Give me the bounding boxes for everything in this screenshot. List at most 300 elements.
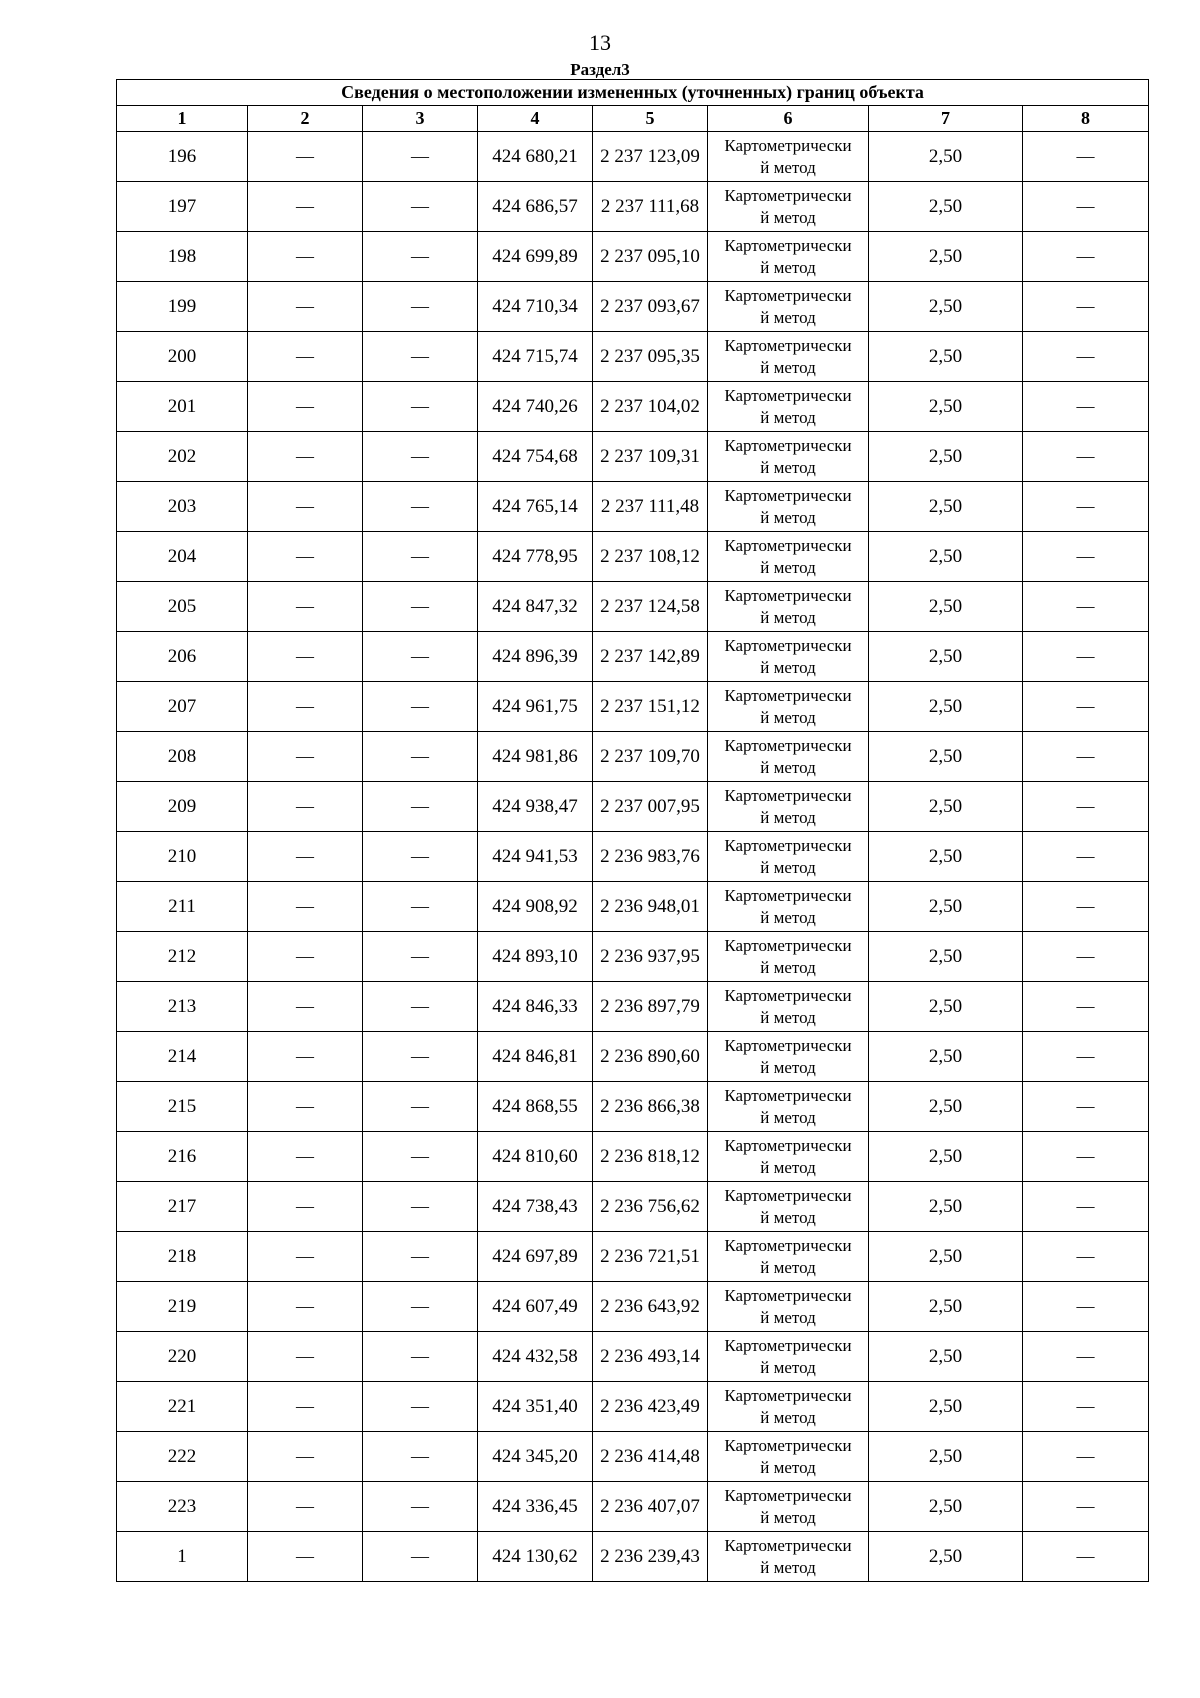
y-coordinate-cell: 2 236 866,38 xyxy=(593,1082,708,1132)
table-row xyxy=(117,1182,1149,1232)
y-coordinate-cell: 2 236 407,07 xyxy=(593,1482,708,1532)
method-cell xyxy=(708,1182,869,1232)
x-coordinate-cell: 424 908,92 xyxy=(478,882,593,932)
x-coordinate-cell: 424 846,81 xyxy=(478,1032,593,1082)
accuracy-cell: 2,50 xyxy=(869,282,1023,332)
method-line-1: Картометрически xyxy=(724,1285,852,1305)
y-coordinate-cell: 2 236 239,43 xyxy=(593,1532,708,1582)
x-coordinate-cell: 424 607,49 xyxy=(478,1282,593,1332)
method-line-1: Картометрически xyxy=(724,335,852,355)
x-coordinate-cell: 424 715,74 xyxy=(478,332,593,382)
dash-cell: — xyxy=(363,482,478,532)
dash-cell: — xyxy=(248,982,363,1032)
dash-cell: — xyxy=(363,732,478,782)
y-coordinate-cell: 2 236 414,48 xyxy=(593,1432,708,1482)
method-line-1: Картометрически xyxy=(724,585,852,605)
method-cell xyxy=(708,282,869,332)
method-cell xyxy=(708,132,869,182)
point-number-cell: 219 xyxy=(117,1282,248,1332)
y-coordinate-cell: 2 237 109,70 xyxy=(593,732,708,782)
dash-cell: — xyxy=(363,132,478,182)
x-coordinate-cell: 424 432,58 xyxy=(478,1332,593,1382)
point-number-cell: 204 xyxy=(117,532,248,582)
y-coordinate-cell: 2 237 151,12 xyxy=(593,682,708,732)
y-coordinate-cell: 2 237 111,48 xyxy=(593,482,708,532)
accuracy-cell: 2,50 xyxy=(869,1282,1023,1332)
method-line-2: й метод xyxy=(760,1457,816,1477)
column-number: 5 xyxy=(593,106,708,132)
dash-cell: — xyxy=(248,882,363,932)
method-line-1: Картометрически xyxy=(724,835,852,855)
column-number: 1 xyxy=(117,106,248,132)
x-coordinate-cell: 424 345,20 xyxy=(478,1432,593,1482)
method-line-2: й метод xyxy=(760,407,816,427)
method-cell xyxy=(708,432,869,482)
method-line-1: Картометрически xyxy=(724,535,852,555)
dash-cell: — xyxy=(363,232,478,282)
method-line-1: Картометрически xyxy=(724,135,852,155)
method-line-1: Картометрически xyxy=(724,985,852,1005)
accuracy-cell: 2,50 xyxy=(869,1482,1023,1532)
method-line-1: Картометрически xyxy=(724,485,852,505)
point-number-cell: 199 xyxy=(117,282,248,332)
method-line-1: Картометрически xyxy=(724,1535,852,1555)
method-line-1: Картометрически xyxy=(724,1085,852,1105)
x-coordinate-cell: 424 778,95 xyxy=(478,532,593,582)
point-number-cell: 213 xyxy=(117,982,248,1032)
accuracy-cell: 2,50 xyxy=(869,832,1023,882)
dash-cell: — xyxy=(248,232,363,282)
method-line-1: Картометрически xyxy=(724,185,852,205)
dash-cell: — xyxy=(363,1082,478,1132)
dash-cell: — xyxy=(1023,132,1149,182)
method-line-2: й метод xyxy=(760,257,816,277)
point-number-cell: 211 xyxy=(117,882,248,932)
method-line-2: й метод xyxy=(760,1007,816,1027)
y-coordinate-cell: 2 237 124,58 xyxy=(593,582,708,632)
dash-cell: — xyxy=(363,582,478,632)
dash-cell: — xyxy=(363,1282,478,1332)
table-row xyxy=(117,782,1149,832)
method-cell xyxy=(708,382,869,432)
method-line-2: й метод xyxy=(760,957,816,977)
x-coordinate-cell: 424 130,62 xyxy=(478,1532,593,1582)
x-coordinate-cell: 424 846,33 xyxy=(478,982,593,1032)
accuracy-cell: 2,50 xyxy=(869,432,1023,482)
method-line-2: й метод xyxy=(760,607,816,627)
table-row xyxy=(117,732,1149,782)
point-number-cell: 200 xyxy=(117,332,248,382)
dash-cell: — xyxy=(248,932,363,982)
dash-cell: — xyxy=(248,282,363,332)
accuracy-cell: 2,50 xyxy=(869,1532,1023,1582)
method-cell xyxy=(708,1382,869,1432)
x-coordinate-cell: 424 686,57 xyxy=(478,182,593,232)
y-coordinate-cell: 2 236 937,95 xyxy=(593,932,708,982)
column-number: 7 xyxy=(869,106,1023,132)
dash-cell: — xyxy=(1023,982,1149,1032)
method-cell xyxy=(708,582,869,632)
method-line-2: й метод xyxy=(760,357,816,377)
method-line-2: й метод xyxy=(760,807,816,827)
dash-cell: — xyxy=(363,532,478,582)
method-line-1: Картометрически xyxy=(724,285,852,305)
accuracy-cell: 2,50 xyxy=(869,332,1023,382)
method-line-2: й метод xyxy=(760,1257,816,1277)
method-cell xyxy=(708,632,869,682)
method-line-2: й метод xyxy=(760,557,816,577)
dash-cell: — xyxy=(1023,1532,1149,1582)
table-row xyxy=(117,1132,1149,1182)
dash-cell: — xyxy=(248,1432,363,1482)
method-cell xyxy=(708,482,869,532)
x-coordinate-cell: 424 981,86 xyxy=(478,732,593,782)
dash-cell: — xyxy=(248,1082,363,1132)
method-line-2: й метод xyxy=(760,707,816,727)
dash-cell: — xyxy=(1023,1482,1149,1532)
method-cell xyxy=(708,1232,869,1282)
dash-cell: — xyxy=(248,1132,363,1182)
method-line-2: й метод xyxy=(760,907,816,927)
accuracy-cell: 2,50 xyxy=(869,982,1023,1032)
method-line-2: й метод xyxy=(760,507,816,527)
table-row xyxy=(117,232,1149,282)
method-line-2: й метод xyxy=(760,1557,816,1577)
method-line-2: й метод xyxy=(760,1407,816,1427)
y-coordinate-cell: 2 237 142,89 xyxy=(593,632,708,682)
point-number-cell: 206 xyxy=(117,632,248,682)
point-number-cell: 208 xyxy=(117,732,248,782)
table-row xyxy=(117,1532,1149,1582)
method-line-1: Картометрически xyxy=(724,435,852,455)
table-row xyxy=(117,982,1149,1032)
dash-cell: — xyxy=(363,782,478,832)
point-number-cell: 222 xyxy=(117,1432,248,1482)
dash-cell: — xyxy=(363,1382,478,1432)
dash-cell: — xyxy=(363,332,478,382)
accuracy-cell: 2,50 xyxy=(869,932,1023,982)
dash-cell: — xyxy=(1023,732,1149,782)
dash-cell: — xyxy=(1023,182,1149,232)
dash-cell: — xyxy=(248,1382,363,1432)
point-number-cell: 198 xyxy=(117,232,248,282)
method-line-2: й метод xyxy=(760,1057,816,1077)
dash-cell: — xyxy=(1023,632,1149,682)
method-cell xyxy=(708,832,869,882)
x-coordinate-cell: 424 740,26 xyxy=(478,382,593,432)
dash-cell: — xyxy=(248,832,363,882)
y-coordinate-cell: 2 236 643,92 xyxy=(593,1282,708,1332)
dash-cell: — xyxy=(363,432,478,482)
dash-cell: — xyxy=(363,1232,478,1282)
dash-cell: — xyxy=(363,632,478,682)
dash-cell: — xyxy=(1023,1032,1149,1082)
table-row xyxy=(117,382,1149,432)
dash-cell: — xyxy=(363,382,478,432)
dash-cell: — xyxy=(248,332,363,382)
dash-cell: — xyxy=(363,282,478,332)
table-row xyxy=(117,1432,1149,1482)
method-line-2: й метод xyxy=(760,207,816,227)
point-number-cell: 205 xyxy=(117,582,248,632)
table-row xyxy=(117,182,1149,232)
dash-cell: — xyxy=(1023,1382,1149,1432)
method-cell xyxy=(708,232,869,282)
y-coordinate-cell: 2 236 818,12 xyxy=(593,1132,708,1182)
method-line-1: Картометрически xyxy=(724,1385,852,1405)
table-row xyxy=(117,1032,1149,1082)
table-row xyxy=(117,1282,1149,1332)
accuracy-cell: 2,50 xyxy=(869,1132,1023,1182)
accuracy-cell: 2,50 xyxy=(869,1032,1023,1082)
x-coordinate-cell: 424 697,89 xyxy=(478,1232,593,1282)
dash-cell: — xyxy=(363,1482,478,1532)
accuracy-cell: 2,50 xyxy=(869,382,1023,432)
point-number-cell: 223 xyxy=(117,1482,248,1532)
dash-cell: — xyxy=(1023,532,1149,582)
dash-cell: — xyxy=(1023,232,1149,282)
method-line-1: Картометрически xyxy=(724,685,852,705)
x-coordinate-cell: 424 336,45 xyxy=(478,1482,593,1532)
method-cell xyxy=(708,682,869,732)
section-title: Раздел3 xyxy=(570,60,630,79)
point-number-cell: 209 xyxy=(117,782,248,832)
dash-cell: — xyxy=(1023,1082,1149,1132)
dash-cell: — xyxy=(248,182,363,232)
dash-cell: — xyxy=(248,1032,363,1082)
table-row xyxy=(117,582,1149,632)
y-coordinate-cell: 2 236 756,62 xyxy=(593,1182,708,1232)
accuracy-cell: 2,50 xyxy=(869,1332,1023,1382)
point-number-cell: 201 xyxy=(117,382,248,432)
accuracy-cell: 2,50 xyxy=(869,132,1023,182)
dash-cell: — xyxy=(1023,1132,1149,1182)
table-row xyxy=(117,1482,1149,1532)
dash-cell: — xyxy=(363,932,478,982)
method-cell xyxy=(708,882,869,932)
y-coordinate-cell: 2 237 109,31 xyxy=(593,432,708,482)
x-coordinate-cell: 424 765,14 xyxy=(478,482,593,532)
dash-cell: — xyxy=(248,1282,363,1332)
method-line-1: Картометрически xyxy=(724,235,852,255)
y-coordinate-cell: 2 236 493,14 xyxy=(593,1332,708,1382)
x-coordinate-cell: 424 961,75 xyxy=(478,682,593,732)
method-line-1: Картометрически xyxy=(724,635,852,655)
point-number-cell: 1 xyxy=(117,1532,248,1582)
dash-cell: — xyxy=(363,882,478,932)
dash-cell: — xyxy=(363,682,478,732)
dash-cell: — xyxy=(363,1032,478,1082)
dash-cell: — xyxy=(363,982,478,1032)
dash-cell: — xyxy=(1023,1432,1149,1482)
x-coordinate-cell: 424 868,55 xyxy=(478,1082,593,1132)
method-cell xyxy=(708,782,869,832)
dash-cell: — xyxy=(1023,782,1149,832)
dash-cell: — xyxy=(1023,282,1149,332)
method-cell xyxy=(708,1532,869,1582)
method-line-2: й метод xyxy=(760,657,816,677)
method-line-1: Картометрически xyxy=(724,1135,852,1155)
method-line-2: й метод xyxy=(760,1507,816,1527)
table-row xyxy=(117,532,1149,582)
point-number-cell: 216 xyxy=(117,1132,248,1182)
dash-cell: — xyxy=(248,682,363,732)
dash-cell: — xyxy=(248,1532,363,1582)
y-coordinate-cell: 2 236 948,01 xyxy=(593,882,708,932)
dash-cell: — xyxy=(248,482,363,532)
table-row xyxy=(117,632,1149,682)
dash-cell: — xyxy=(363,832,478,882)
y-coordinate-cell: 2 237 104,02 xyxy=(593,382,708,432)
x-coordinate-cell: 424 699,89 xyxy=(478,232,593,282)
method-line-1: Картометрически xyxy=(724,1035,852,1055)
accuracy-cell: 2,50 xyxy=(869,782,1023,832)
dash-cell: — xyxy=(248,782,363,832)
x-coordinate-cell: 424 680,21 xyxy=(478,132,593,182)
dash-cell: — xyxy=(1023,882,1149,932)
y-coordinate-cell: 2 237 111,68 xyxy=(593,182,708,232)
column-number-row xyxy=(117,106,1149,132)
dash-cell: — xyxy=(1023,332,1149,382)
point-number-cell: 207 xyxy=(117,682,248,732)
y-coordinate-cell: 2 236 423,49 xyxy=(593,1382,708,1432)
accuracy-cell: 2,50 xyxy=(869,1432,1023,1482)
y-coordinate-cell: 2 236 897,79 xyxy=(593,982,708,1032)
column-number: 6 xyxy=(708,106,869,132)
method-line-1: Картометрически xyxy=(724,885,852,905)
method-cell xyxy=(708,982,869,1032)
x-coordinate-cell: 424 351,40 xyxy=(478,1382,593,1432)
method-line-2: й метод xyxy=(760,1107,816,1127)
point-number-cell: 202 xyxy=(117,432,248,482)
accuracy-cell: 2,50 xyxy=(869,682,1023,732)
method-line-1: Картометрически xyxy=(724,1485,852,1505)
dash-cell: — xyxy=(1023,582,1149,632)
dash-cell: — xyxy=(1023,432,1149,482)
dash-cell: — xyxy=(248,1332,363,1382)
x-coordinate-cell: 424 847,32 xyxy=(478,582,593,632)
method-line-1: Картометрически xyxy=(724,1335,852,1355)
x-coordinate-cell: 424 810,60 xyxy=(478,1132,593,1182)
table-row xyxy=(117,1382,1149,1432)
x-coordinate-cell: 424 896,39 xyxy=(478,632,593,682)
dash-cell: — xyxy=(1023,1282,1149,1332)
method-cell xyxy=(708,1432,869,1482)
x-coordinate-cell: 424 941,53 xyxy=(478,832,593,882)
y-coordinate-cell: 2 237 123,09 xyxy=(593,132,708,182)
method-cell xyxy=(708,932,869,982)
x-coordinate-cell: 424 754,68 xyxy=(478,432,593,482)
accuracy-cell: 2,50 xyxy=(869,1232,1023,1282)
method-cell xyxy=(708,182,869,232)
table-row xyxy=(117,1232,1149,1282)
table-row xyxy=(117,932,1149,982)
accuracy-cell: 2,50 xyxy=(869,532,1023,582)
y-coordinate-cell: 2 237 108,12 xyxy=(593,532,708,582)
boundary-coordinates-table xyxy=(116,79,1149,1582)
y-coordinate-cell: 2 236 721,51 xyxy=(593,1232,708,1282)
method-cell xyxy=(708,1082,869,1132)
method-cell xyxy=(708,1282,869,1332)
method-cell xyxy=(708,1482,869,1532)
accuracy-cell: 2,50 xyxy=(869,632,1023,682)
dash-cell: — xyxy=(248,382,363,432)
table-row xyxy=(117,332,1149,382)
table-row xyxy=(117,432,1149,482)
table-row xyxy=(117,132,1149,182)
table-body xyxy=(117,132,1149,1582)
point-number-cell: 212 xyxy=(117,932,248,982)
dash-cell: — xyxy=(248,532,363,582)
dash-cell: — xyxy=(1023,1332,1149,1382)
point-number-cell: 215 xyxy=(117,1082,248,1132)
dash-cell: — xyxy=(363,182,478,232)
accuracy-cell: 2,50 xyxy=(869,882,1023,932)
accuracy-cell: 2,50 xyxy=(869,1082,1023,1132)
y-coordinate-cell: 2 237 093,67 xyxy=(593,282,708,332)
accuracy-cell: 2,50 xyxy=(869,482,1023,532)
y-coordinate-cell: 2 236 890,60 xyxy=(593,1032,708,1082)
method-line-2: й метод xyxy=(760,1157,816,1177)
table-row xyxy=(117,1082,1149,1132)
table-row xyxy=(117,682,1149,732)
x-coordinate-cell: 424 738,43 xyxy=(478,1182,593,1232)
table-row xyxy=(117,482,1149,532)
dash-cell: — xyxy=(248,132,363,182)
point-number-cell: 196 xyxy=(117,132,248,182)
method-cell xyxy=(708,1132,869,1182)
dash-cell: — xyxy=(1023,1232,1149,1282)
method-cell xyxy=(708,1032,869,1082)
method-line-1: Картометрически xyxy=(724,385,852,405)
method-cell xyxy=(708,332,869,382)
table-caption: Сведения о местоположении измененных (уточненных) границ объекта xyxy=(117,80,1149,106)
dash-cell: — xyxy=(1023,682,1149,732)
column-number: 4 xyxy=(478,106,593,132)
method-line-1: Картометрически xyxy=(724,1235,852,1255)
dash-cell: — xyxy=(248,582,363,632)
point-number-cell: 203 xyxy=(117,482,248,532)
point-number-cell: 220 xyxy=(117,1332,248,1382)
method-line-2: й метод xyxy=(760,157,816,177)
point-number-cell: 217 xyxy=(117,1182,248,1232)
dash-cell: — xyxy=(248,1232,363,1282)
method-cell xyxy=(708,732,869,782)
page-number: 13 xyxy=(589,30,611,55)
dash-cell: — xyxy=(363,1332,478,1382)
dash-cell: — xyxy=(1023,932,1149,982)
point-number-cell: 218 xyxy=(117,1232,248,1282)
column-number: 3 xyxy=(363,106,478,132)
accuracy-cell: 2,50 xyxy=(869,1382,1023,1432)
table-row xyxy=(117,282,1149,332)
dash-cell: — xyxy=(248,1182,363,1232)
y-coordinate-cell: 2 237 095,10 xyxy=(593,232,708,282)
point-number-cell: 221 xyxy=(117,1382,248,1432)
x-coordinate-cell: 424 710,34 xyxy=(478,282,593,332)
dash-cell: — xyxy=(363,1432,478,1482)
dash-cell: — xyxy=(1023,1182,1149,1232)
accuracy-cell: 2,50 xyxy=(869,1182,1023,1232)
table-row xyxy=(117,882,1149,932)
method-line-2: й метод xyxy=(760,857,816,877)
method-line-2: й метод xyxy=(760,1207,816,1227)
dash-cell: — xyxy=(1023,482,1149,532)
dash-cell: — xyxy=(248,732,363,782)
dash-cell: — xyxy=(248,432,363,482)
method-line-1: Картометрически xyxy=(724,1185,852,1205)
method-line-2: й метод xyxy=(760,1307,816,1327)
